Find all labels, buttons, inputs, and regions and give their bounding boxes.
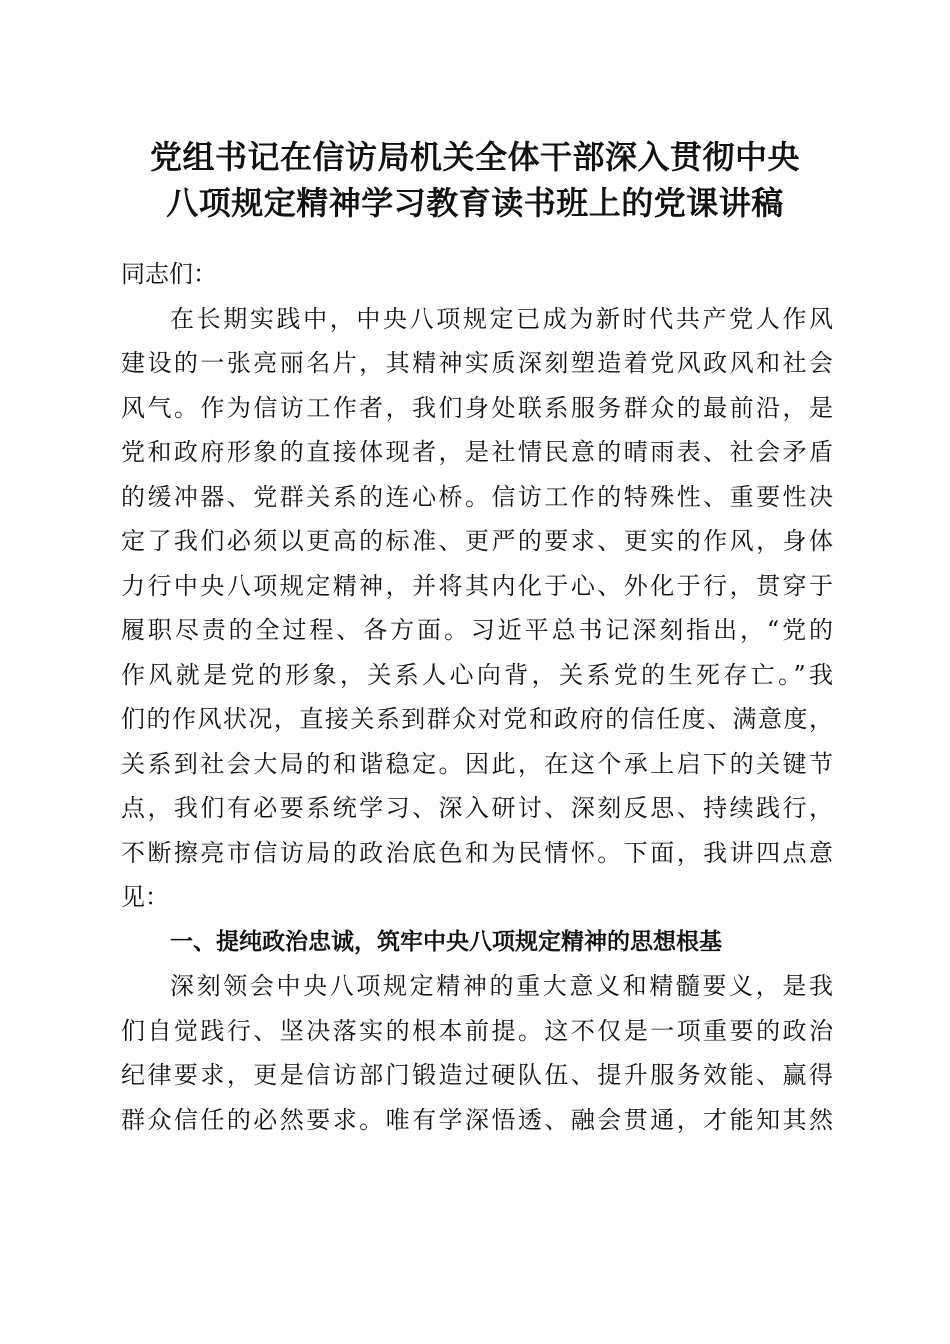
paragraph-line: 力行中央八项规定精神，并将其内化于心、外化于行，贯穿于 [121,571,833,600]
paragraph-line: 党和政府形象的直接体现者，是社情民意的晴雨表、社会矛盾 [121,438,833,466]
paragraph-line: 纪律要求，更是信访部门锻造过硬队伍、提升服务效能、赢得 [121,1061,833,1089]
title-line-2: 八项规定精神学习教育读书班上的党课讲稿 [166,184,784,222]
paragraph-line: 在长期实践中，中央八项规定已成为新时代共产党人作风 [170,304,833,333]
paragraph-line: 定了我们必须以更高的标准、更严的要求、更实的作风，身体 [121,527,833,555]
paragraph-intro [121,297,833,920]
paragraph-line: 点，我们有必要系统学习、深入研讨、深刻反思、持续践行， [121,794,833,822]
paragraph-line: 履职尽责的全过程、各方面。习近平总书记深刻指出，“党的 [121,616,833,644]
paragraph-line: 群众信任的必然要求。唯有学深悟透、融会贯通，才能知其然 [121,1105,833,1134]
paragraph-line: 建设的一张亮丽名片，其精神实质深刻塑造着党风政风和社会 [121,349,833,377]
paragraph-line: 作风就是党的形象，关系人心向背，关系党的生死存亡。”我 [121,660,833,689]
paragraph-line: 不断擦亮市信访局的政治底色和为民情怀。下面，我讲四点意 [121,838,833,867]
paragraph-line: 风气。作为信访工作者，我们身处联系服务群众的最前沿，是 [121,393,833,422]
paragraph-line: 们的作风状况，直接关系到群众对党和政府的信任度、满意度， [121,705,833,733]
title-line-1: 党组书记在信访局机关全体干部深入贯彻中央 [149,138,800,176]
document-body [121,252,833,1142]
paragraph-line: 见： [121,883,169,911]
section-heading-1: 一、提纯政治忠诚，筑牢中央八项规定精神的思想根基 [170,928,722,955]
paragraph-line: 们自觉践行、坚决落实的根本前提。这不仅是一项重要的政治 [121,1016,833,1045]
salutation: 同志们： [121,260,217,288]
document-title [100,134,850,226]
paragraph-line: 的缓冲器、党群关系的连心桥。信访工作的特殊性、重要性决 [121,482,833,511]
paragraph-line: 深刻领会中央八项规定精神的重大意义和精髓要义，是我 [170,972,833,1000]
paragraph-line: 关系到社会大局的和谐稳定。因此，在这个承上启下的关键节 [121,749,833,778]
paragraph-section-1 [121,964,833,1142]
